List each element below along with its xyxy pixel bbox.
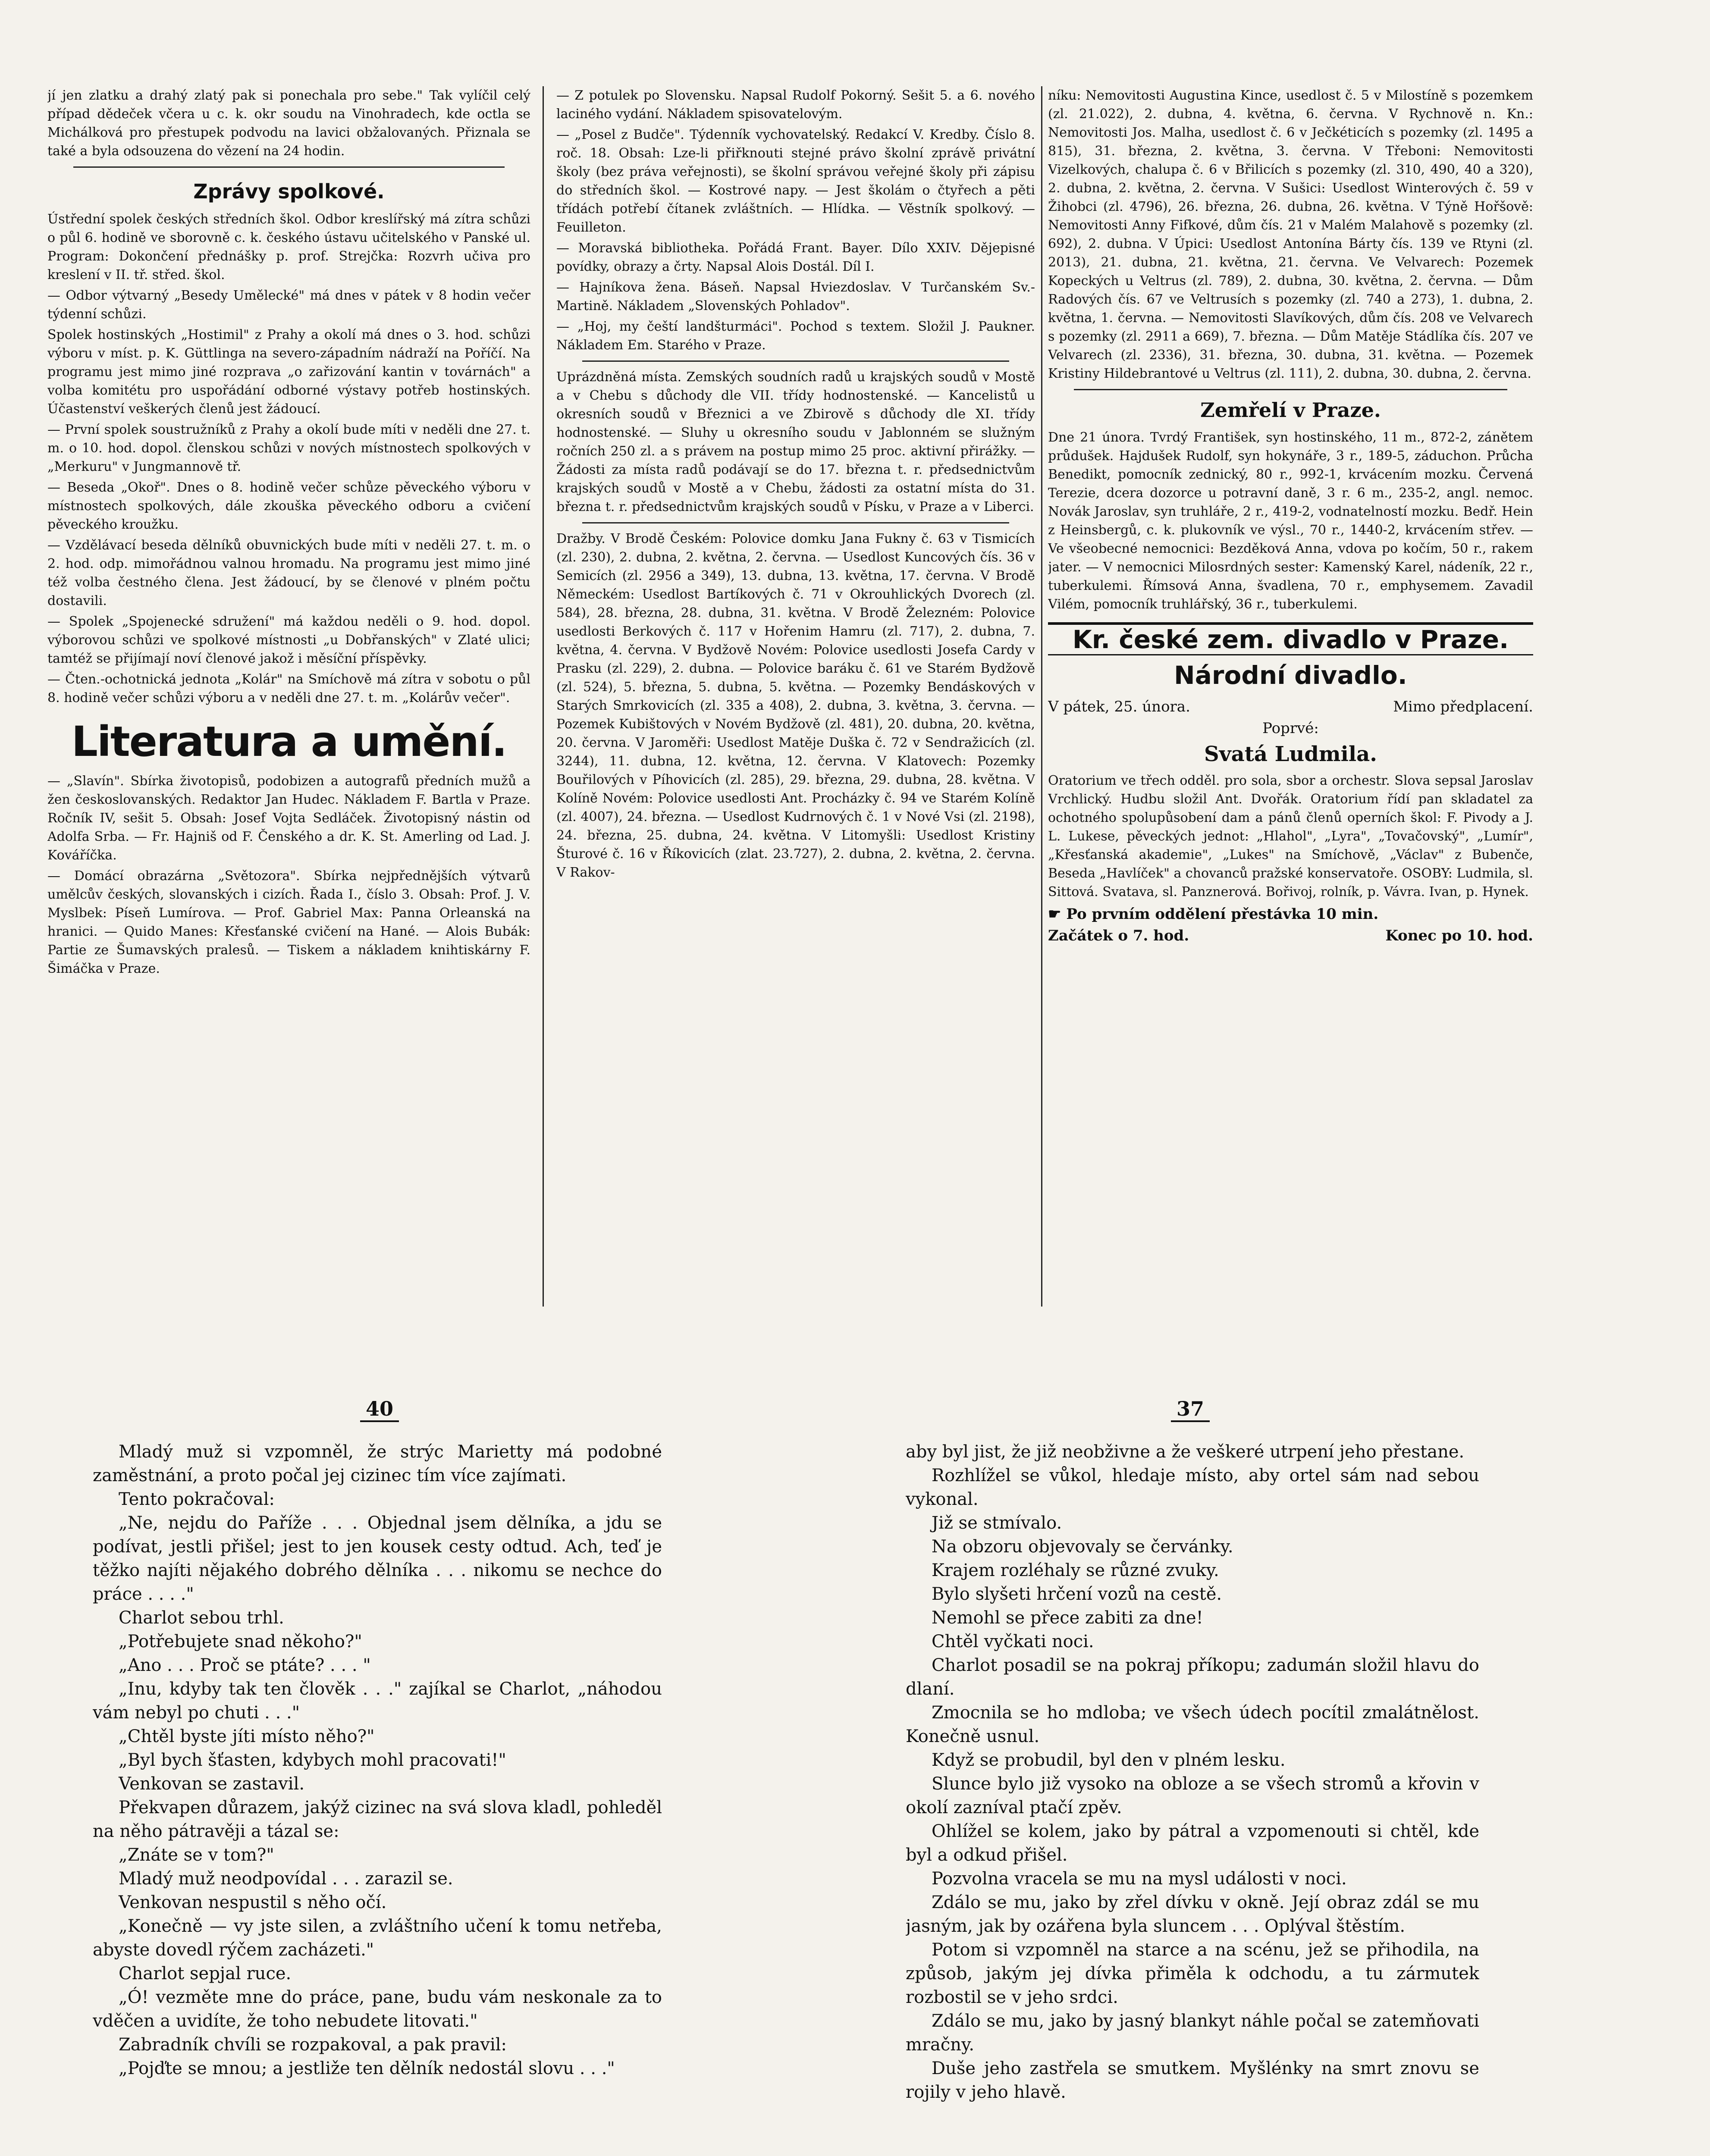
novel-paragraph: Ohlížel se kolem, jako by pátral a vzpomenouti si chtěl, kde byl a odkud přišel. (906, 1821, 1479, 1865)
section-heading-spolky: Zprávy spolkové. (193, 180, 385, 203)
novel-paragraph: „Ó! vezměte mne do práce, pane, budu vám neskonale za to vděčen a uvidíte, že toho nebudete litovati." (93, 1987, 662, 2031)
novel-paragraph: aby byl jist, že již neobživne a že veškeré utrpení jeho přestane. (906, 1442, 1465, 1462)
news-item: — Domácí obrazárna „Světozora". Sbírka nejpřednějších výtvarů umělcův českých, slovanských i cizích. Řada I., číslo 3. Obsah: Prof. J. V. Myslbek: Píseň Lumírova. — Prof. Gabriel Max: Panna Orleanská na hranici. — Quido Manes: Křesťanské cvičení na Hané. — Alois Bubák: Partie ze Šumavských pralesů. — Tiskem a nákladem knihtiskárny F. Šimáčka v Praze. (47, 868, 530, 976)
pointing-hand-icon: ☛ (1048, 906, 1067, 923)
novel-paragraph: „Znáte se v tom?" (119, 1845, 274, 1865)
novel-paragraph: Slunce bylo již vysoko na obloze a se všech stromů a křovin v okolí zazníval ptačí zpěv. (906, 1774, 1479, 1818)
article-intro: jí jen zlatku a drahý zlatý pak si ponechala pro sebe." Tak vylíčil celý případ dědeček včera u c. k. okr soudu na Vinohradech, kde octla se Michálková pro přestupek podvodu na lavici obžalovaných. Přiznala se také a byla odsouzena do vězení na 24 hodin. (47, 88, 530, 159)
news-item: Ústřední spolek českých středních škol. Odbor kreslířský má zítra schůzi o půl 6. hodině ve sborovně c. k. českého ústavu učitelského v Panské ul. Program: Dokončení přednášky p. prof. Strejčka: Rozvrh učiva pro kreslení v II. tř. střed. škol. (47, 212, 530, 282)
novel-paragraph: Potom si vzpomněl na starce a na scénu, jež se přihodila, na způsob, jakým jej dívka přiměla k odchodu, a tu zármutek rozbostil se v jeho srdci. (906, 1940, 1479, 2007)
theatre-banner: Kr. české zem. divadlo v Praze. (1048, 622, 1533, 655)
news-column-2 (556, 86, 1035, 1324)
news-item: — Hajníkova žena. Báseň. Napsal Hviezdoslav. V Turčanském Sv.-Martině. Nákladem „Slovenských Pohladov". (556, 280, 1035, 313)
novel-paragraph: Zabradník chvíli se rozpakoval, a pak pravil: (119, 2035, 507, 2055)
news-item: níku: Nemovitosti Augustina Kince, usedlost č. 5 v Milostíně s pozemkem (zl. 21.022), 2. dubna, 4. května, 6. června. V Rychnově n. Kn.: Nemovitosti Jos. Malha, usedlost č. 6 v Ječkéticích s pozemky (zl. 1495 a 815), 31. března, 2. května, 3. června. V Třeboni: Nemovitosti Vizelkových, chalupa č. 6 v Břilicích s pozemky (zl. 310, 490, 40 a 320), 2. dubna, 2. května, 2. června. V Sušici: Usedlost Winterových č. 59 v Žihobci (zl. 4796), 26. března, 26. dubna, 26. května. V Týně Hořšově: Nemovitosti Anny Fifkové, dům čís. 21 v Malém Malahově s pozemky (zl. 692), 2. dubna. V Úpici: Usedlost Antonína Bárty čís. 139 ve Rtyni (zl. 2013), 21. dubna, 21. května, 21. června. Ve Velvarech: Pozemek Kopeckých u Veltrus (zl. 789), 2. dubna, 30. května, 2. června. — Dům Radových čís. 67 ve Veltrusích s pozemky (zl. 740 a 273), 1. dubna, 2. května, 1. června. — Nemovitosti Slavíkových, dům čís. 208 ve Velvarech s pozemky (zl. 2911 a 669), 7. března. — Dům Matěje Stádlíka čís. 207 ve Velvarech (zl. 2336), 31. března, 30. dubna, 31. května. — Pozemek Kristiny Hildebrantové u Veltrus (zl. 111), 2. dubna, 30. dubna, 2. června. (1048, 88, 1533, 381)
time-row (1048, 925, 1533, 946)
novel-paragraph: „Konečně — vy jste silen, a zvláštního učení k tomu netřeba, abyste dovedl rýčem zacházeti." (93, 1916, 662, 1960)
news-column-3 (1048, 86, 1533, 1324)
divider (582, 522, 1009, 523)
novel-paragraph: Již se stmívalo. (932, 1513, 1062, 1533)
column-rule (1041, 86, 1042, 1307)
novel-paragraph: Bylo slyšeti hrčení vozů na cestě. (932, 1584, 1222, 1604)
novel-paragraph: Zdálo se mu, jako by zřel dívku v okně. Její obraz zdál se mu jasným, jak by ozářena byla sluncem . . . Oplýval štěstím. (906, 1893, 1479, 1936)
performance-date: V pátek, 25. února. (1048, 698, 1190, 715)
play-title: Svatá Ludmila. (1204, 742, 1377, 766)
news-item: Dne 21 února. Tvrdý František, syn hostinského, 11 m., 872-2, zánětem průdušek. Hajdušek Rudolf, syn hokynáře, 3 r., 189-5, záduchon. Průcha Benedikt, pomocník zednický, 80 r., 992-1, krvácením mozku. Červená Terezie, dcera dozorce u potravní daně, 3 r. 6 m., 235-2, angl. nemoc. Novák Jaroslav, syn truhláře, 2 r., 419-2, vodnatelností mozku. Bedř. Hein z Heinsbergů, c. k. plukovník ve výsl., 70 r., 1440-2, krvácením střev. — Ve všeobecné nemocnici: Bezděková Anna, vdova po kočím, 50 r., rakem jater. — V nemocnici Milosrdných sester: Kamenský Karel, nádeník, 22 r., tuberkulemi. Římsová Anna, švadlena, 70 r., emphysemem. Zavadil Vilém, pomocník truhlářský, 36 r., tuberkulemi. (1048, 430, 1533, 612)
novel-paragraph: Charlot sepjal ruce. (119, 1964, 292, 1984)
novel-paragraph: „Byl bych šťasten, kdybych mohl pracovati!" (119, 1750, 506, 1770)
novel-page-left (93, 1440, 662, 2156)
novel-paragraph: Charlot sebou trhl. (119, 1608, 284, 1628)
novel-paragraph: Chtěl vyčkati noci. (932, 1632, 1094, 1651)
novel-paragraph: Rozhlížel se vůkol, hledaje místo, aby ortel sám nad sebou vykonal. (906, 1466, 1479, 1509)
news-column-1 (47, 86, 530, 1324)
novel-paragraph: „Pojďte se mnou; a jestliže ten dělník nedostál slovu . . ." (119, 2059, 615, 2078)
novel-paragraph: Na obzoru objevovaly se červánky. (932, 1537, 1233, 1557)
performance-date-row (1048, 696, 1533, 718)
novel-paragraph: Pozvolna vracela se mu na mysl události v noci. (932, 1869, 1347, 1889)
news-item: — Z potulek po Slovensku. Napsal Rudolf Pokorný. Sešit 5. a 6. nového laciného vydání. Nákladem spisovatelovým. (556, 88, 1035, 122)
subscription-note: Mimo předplacení. (1393, 698, 1533, 715)
divider (73, 166, 505, 168)
start-time: Začátek o 7. hod. (1048, 927, 1189, 944)
first-time-label: Poprvé: (1262, 720, 1319, 737)
play-description: Oratorium ve třech odděl. pro sola, sbor a orchestr. Slova sepsal Jaroslav Vrchlický. Hudbu složil Ant. Dvořák. Oratorium řídí pan skladatel za ochotného spolupůsobení dam a pánů členů operních škol: F. Pivody a J. L. Lukese, pěveckých jednot: „Hlahol", „Lyra", „Tovačovský", „Lumír", „Křesťanská akademie", „Lukes" na Smíchově, „Václav" z Bubenče, Beseda „Havlíček" a chovanců pražské konservatoře. OSOBY: Ludmila, sl. Sittová. Svatava, sl. Panznerová. Bořivoj, rolník, p. Vávra. Ivan, p. Hynek. (1048, 773, 1533, 899)
news-item: Dražby. V Brodě Českém: Polovice domku Jana Fukny č. 63 v Tismicích (zl. 230), 2. dubna, 2. května, 2. června. — Usedlost Kuncových čís. 36 v Semicích (zl. 2956 a 349), 13. dubna, 13. května, 17. června. V Brodě Německém: Usedlost Bartíkových č. 71 v Okrouhlických Dvorech (zl. 584), 28. března, 28. dubna, 31. května. V Brodě Železném: Polovice usedlosti Berkových č. 117 v Hořenim Hamru (zl. 717), 2. dubna, 7. května, 4. června. V Bydžově Novém: Polovice usedlosti Josefa Cardy v Prasku (zl. 229), 2. dubna. — Polovice baráku č. 61 ve Starém Bydžově (zl. 524), 5. března, 5. dubna, 5. května. — Pozemky Bendáskových v Starých Smrkovicích (zl. 335 a 408), 2. dubna, 3. května, 3. června. — Pozemek Kubištových v Novém Bydžově (zl. 481), 20. dubna, 20. května, 20. června. V Jaroměři: Usedlost Matěje Duška č. 72 v Sendražicích (zl. 3244), 11. dubna, 12. května, 12. června. V Klatovech: Pozemky Bouřilových v Píhovicích (zl. 285), 29. března, 29. dubna, 28. května. V Kolíně Novém: Polovice usedlosti Ant. Procházky č. 94 ve Starém Kolíně (zl. 4007), 24. března. — Usedlost Kudrnových č. 1 v Nové Vsi (zl. 2198), 24. března, 25. dubna, 24. května. V Litomyšli: Usedlost Kristiny Šturové č. 16 v Říkovicích (zlat. 23.727), 2. dubna, 2. května, 2. června. V Rakov- (556, 531, 1035, 880)
novel-page-right (906, 1440, 1479, 2156)
novel-paragraph: Nemohl se přece zabiti za dne! (932, 1608, 1203, 1628)
novel-paragraph: Zdálo se mu, jako by jasný blankyt náhle počal se zatemňovati mračny. (906, 2011, 1479, 2055)
theatre-name: Národní divadlo. (1174, 661, 1407, 690)
novel-paragraph: Když se probudil, byl den v plném lesku. (932, 1750, 1286, 1770)
novel-paragraph: Zmocnila se ho mdloba; ve všech údech pocítil zmalátnělost. Konečně usnul. (906, 1703, 1479, 1746)
news-item: — „Slavín". Sbírka životopisů, podobizen a autografů předních mužů a žen českoslovanských. Redaktor Jan Hudec. Nákladem F. Bartla v Praze. Ročník IV, sešit 5. Obsah: Josef Vojta Sedláček. Životopisný nástin od Adolfa Srba. — Fr. Hajniš od F. Čenského a dr. K. St. Amerling od Lad. J. Kováříčka. (47, 774, 530, 863)
section-heading-zemreli: Zemřelí v Praze. (1200, 398, 1381, 422)
novel-paragraph: „Chtěl byste jíti místo něho?" (119, 1727, 375, 1746)
first-time-row (1048, 718, 1533, 739)
novel-paragraph: „Inu, kdyby tak ten člověk . . ." zajíkal se Charlot, „náhodou vám nebyl po chuti . . ." (93, 1679, 662, 1723)
novel-paragraph: Venkovan nespustil s něho očí. (119, 1893, 387, 1912)
news-item: — První spolek soustružníků z Prahy a okolí bude míti v neděli dne 27. t. m. o 10. hod. dopol. členskou schůzi v nových místnostech spolkových v „Merkuru" v Jungmannově tř. (47, 422, 530, 474)
novel-paragraph: Tento pokračoval: (119, 1489, 275, 1509)
novel-paragraph: Duše jeho zastřela se smutkem. Myšlénky na smrt znovu se rojily v jeho hlavě. (906, 2059, 1479, 2102)
news-item: — Moravská bibliotheka. Pořádá Frant. Bayer. Dílo XXIV. Dějepisné povídky, obrazy a črty. Napsal Alois Dostál. Díl I. (556, 241, 1035, 274)
news-item: — „Hoj, my čeští landšturmáci". Pochod s textem. Složil J. Paukner. Nákladem Em. Starého v Praze. (556, 319, 1035, 353)
news-item: — Beseda „Okoř". Dnes o 8. hodině večer schůze pěveckého výboru v místnostech spolkových, dále zkouška pěveckého odboru a cvičení pěveckého kroužku. (47, 480, 530, 532)
novel-paragraph: „Ano . . . Proč se ptáte? . . . " (119, 1655, 371, 1675)
novel-paragraph: „Potřebujete snad někoho?" (119, 1632, 362, 1651)
intermission-note: Po prvním oddělení přestávka 10 min. (1066, 906, 1379, 923)
news-item: Uprázdněná místa. Zemských soudních radů u krajských soudů v Mostě a v Chebu s důchody dle VII. třídy hodnostenské. — Kancelistů u okresních soudů v Březnici a ve Zbirově s důchody dle XI. třídy hodnostenské. — Sluhy u okresního soudu v Jablonném se služným ročních 250 zl. a s právem na postup mimo 25 proc. aktivní přirážky. — Žádosti za místa radů podávají se do 17. března t. r. předsednictvům krajských soudů v Mostě a v Chebu, žádosti za ostatní místa do 31. března t. r. předsednictvům krajských soudů v Písku, v Praze a v Liberci. (556, 370, 1035, 514)
end-time: Konec po 10. hod. (1385, 927, 1533, 944)
news-item: Spolek hostinských „Hostimil" z Prahy a okolí má dnes o 3. hod. schůzi výboru v míst. p. K. Güttlinga na severo-západním nádraží na Poříčí. Na programu jest mimo jiné rozprava „o zařizování kantin v továrnách" a volba komitétu pro uspořádání odborné výstavy potřeb hostinských. Účastenství veškerých členů jest žádoucí. (47, 327, 530, 417)
page-number-left: 40 (360, 1397, 399, 1422)
news-item: — Vzdělávací beseda dělníků obuvnických bude míti v neděli 27. t. m. o 2. hod. odp. mimořádnou valnou hromadu. Na programu jest mimo jiné též volba čestného člena. Jest žádoucí, by se členové v plném počtu dostavili. (47, 538, 530, 608)
novel-paragraph: Mladý muž neodpovídal . . . zarazil se. (119, 1869, 453, 1889)
divider (582, 360, 1009, 362)
section-heading-literatura: Literatura a umění. (71, 718, 507, 766)
news-item: — Čten.-ochotnická jednota „Kolár" na Smíchově má zítra v sobotu o půl 8. hodině večer schůzi výboru a v neděli dne 27. t. m. „Kolárův večer". (47, 672, 530, 705)
intermission-row (1048, 903, 1533, 925)
news-item: — Odbor výtvarný „Besedy Umělecké" má dnes v pátek v 8 hodin večer týdenní schůzi. (47, 288, 530, 322)
novel-paragraph: „Ne, nejdu do Paříže . . . Objednal jsem dělníka, a jdu se podívat, jestli přišel; jest to jen kousek cesty odtud. Ach, teď je těžko najíti nějakého dobrého dělníka . . . nikomu se nechce do práce . . . ." (93, 1513, 662, 1604)
novel-paragraph: Krajem rozléhaly se různé zvuky. (932, 1561, 1219, 1580)
news-item: — „Posel z Budče". Týdenník vychovatelský. Redakcí V. Kredby. Číslo 8. roč. 18. Obsah: Lze-li přiřknouti stejné právo školní zprávě privátní školy (bez práva veřejnosti), se školní správou veřejné školy při zápisu do středních škol. — Kostrové napy. — Jest školám o čtyřech a pěti třídách potřebí čítanek zvláštních. — Hlídka. — Věstník spolkový. — Feuilleton. (556, 127, 1035, 235)
novel-paragraph: Venkovan se zastavil. (119, 1774, 305, 1794)
news-item: — Spolek „Spojenecké sdružení" má každou neděli o 9. hod. dopol. výborovou schůzi ve spolkové místnosti „u Dobřanských" v Zlaté ulici; tamtéž se přijímají noví členové jakož i měsíční příspěvky. (47, 614, 530, 666)
novel-paragraph: Charlot posadil se na pokraj příkopu; zadumán složil hlavu do dlaní. (906, 1655, 1479, 1699)
column-rule (543, 86, 544, 1307)
novel-paragraph: Mladý muž si vzpomněl, že strýc Marietty má podobné zaměstnání, a proto počal jej cizinec tím více zajímati. (93, 1442, 662, 1485)
page-number-right: 37 (1171, 1397, 1210, 1422)
novel-paragraph: Překvapen důrazem, jakýž cizinec na svá slova kladl, pohleděl na něho pátravěji a tázal se: (93, 1798, 662, 1841)
divider (1074, 389, 1507, 390)
